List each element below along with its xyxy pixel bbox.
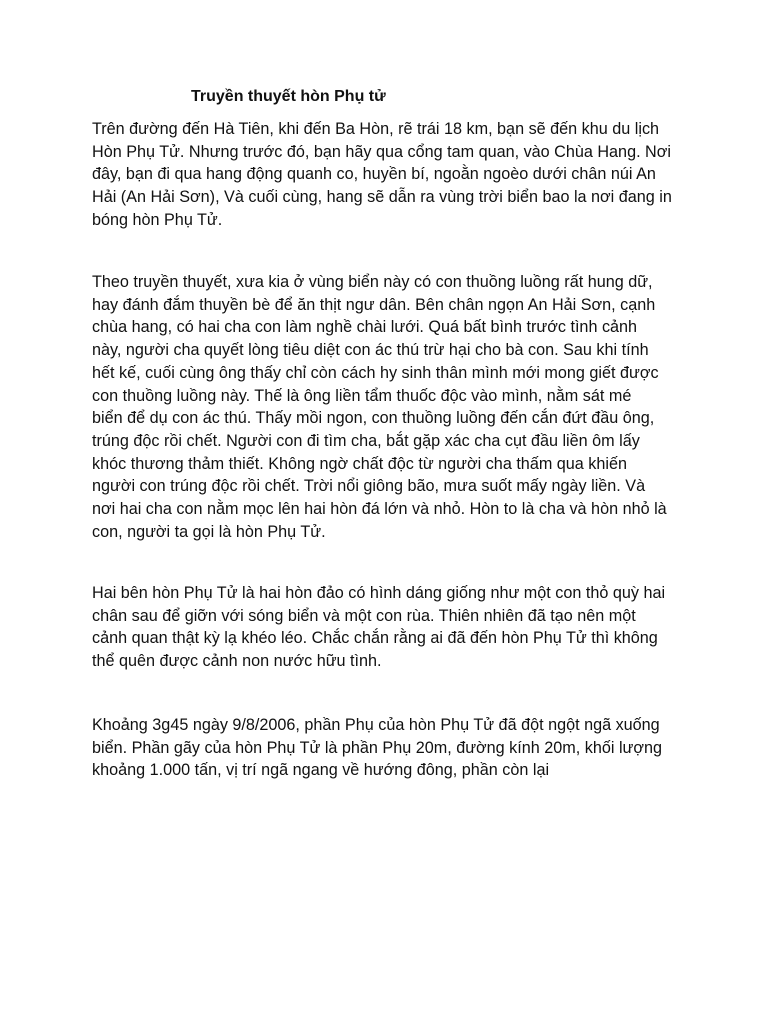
text-line: hay đánh đắm thuyền bè để ăn thịt ngư dân. Bên chân ngọn An Hải Sơn, cạnh: [92, 295, 656, 314]
text-line: biển. Phần gãy của hòn Phụ Tử là phần Phụ 20m, đường kính 20m, khối lượng: [92, 738, 663, 757]
text-line: khoảng 1.000 tấn, vị trí ngã ngang về hướng đông, phần còn lại: [92, 761, 550, 780]
text-line: con thuồng luồng này. Thế là ông liền tẩm thuốc độc vào mình, nằm sát mé: [92, 386, 632, 405]
text-line: con, người ta gọi là hòn Phụ Tử.: [92, 522, 326, 541]
paragraph-islands: [92, 582, 692, 673]
text-line: bóng hòn Phụ Tử.: [92, 210, 223, 229]
text-line: hết kế, cuối cùng ông thấy chỉ còn cách hy sinh thân mình mới mong giết được: [92, 363, 659, 382]
text-line: người con trúng độc rồi chết. Trời nổi giông bão, mưa suốt mấy ngày liền. Và: [92, 477, 646, 496]
paragraph-legend: [92, 271, 692, 543]
text-line: nơi hai cha con nằm mọc lên hai hòn đá lớn và nhỏ. Hòn to là cha và hòn nhỏ là: [92, 500, 667, 519]
paragraph-collapse: [92, 714, 692, 782]
paragraph-intro: [92, 118, 692, 232]
text-line: Khoảng 3g45 ngày 9/8/2006, phần Phụ của hòn Phụ Tử đã đột ngột ngã xuống: [92, 716, 660, 734]
text-line: chân sau để giỡn với sóng biển và một con rùa. Thiên nhiên đã tạo nên một: [92, 606, 636, 625]
document-title: Truyền thuyết hòn Phụ tử: [191, 88, 386, 105]
text-line: khóc thương thảm thiết. Không ngờ chất độc từ người cha thấm qua khiến: [92, 454, 628, 473]
text-line: Hai bên hòn Phụ Tử là hai hòn đảo có hình dáng giống như một con thỏ quỳ hai: [92, 584, 666, 602]
text-line: đây, bạn đi qua hang động quanh co, huyền bí, ngoằn ngoèo dưới chân núi An: [92, 165, 656, 184]
text-line: Hòn Phụ Tử. Nhưng trước đó, bạn hãy qua cổng tam quan, vào Chùa Hang. Nơi: [92, 142, 671, 161]
text-line: trúng độc rồi chết. Người con đi tìm cha, bắt gặp xác cha cụt đầu liền ôm lấy: [92, 431, 640, 450]
text-line: thể quên được cảnh non nước hữu tình.: [92, 652, 382, 671]
text-line: cảnh quan thật kỳ lạ khéo léo. Chắc chắn rằng ai đã đến hòn Phụ Tử thì không: [92, 629, 658, 648]
text-line: Trên đường đến Hà Tiên, khi đến Ba Hòn, rẽ trái 18 km, bạn sẽ đến khu du lịch: [92, 120, 660, 138]
text-line: chùa hang, có hai cha con làm nghề chài lưới. Quá bất bình trước tình cảnh: [92, 318, 638, 337]
text-line: này, người cha quyết lòng tiêu diệt con ác thú trừ hại cho bà con. Sau khi tính: [92, 341, 649, 360]
text-line: Hải (An Hải Sơn), Và cuối cùng, hang sẽ dẫn ra vùng trời biển bao la nơi đang in: [92, 188, 672, 207]
text-line: Theo truyền thuyết, xưa kia ở vùng biển này có con thuồng luồng rất hung dữ,: [92, 273, 653, 291]
text-line: biển để dụ con ác thú. Thấy mồi ngon, con thuồng luồng đến cắn đứt đầu ông,: [92, 409, 655, 428]
